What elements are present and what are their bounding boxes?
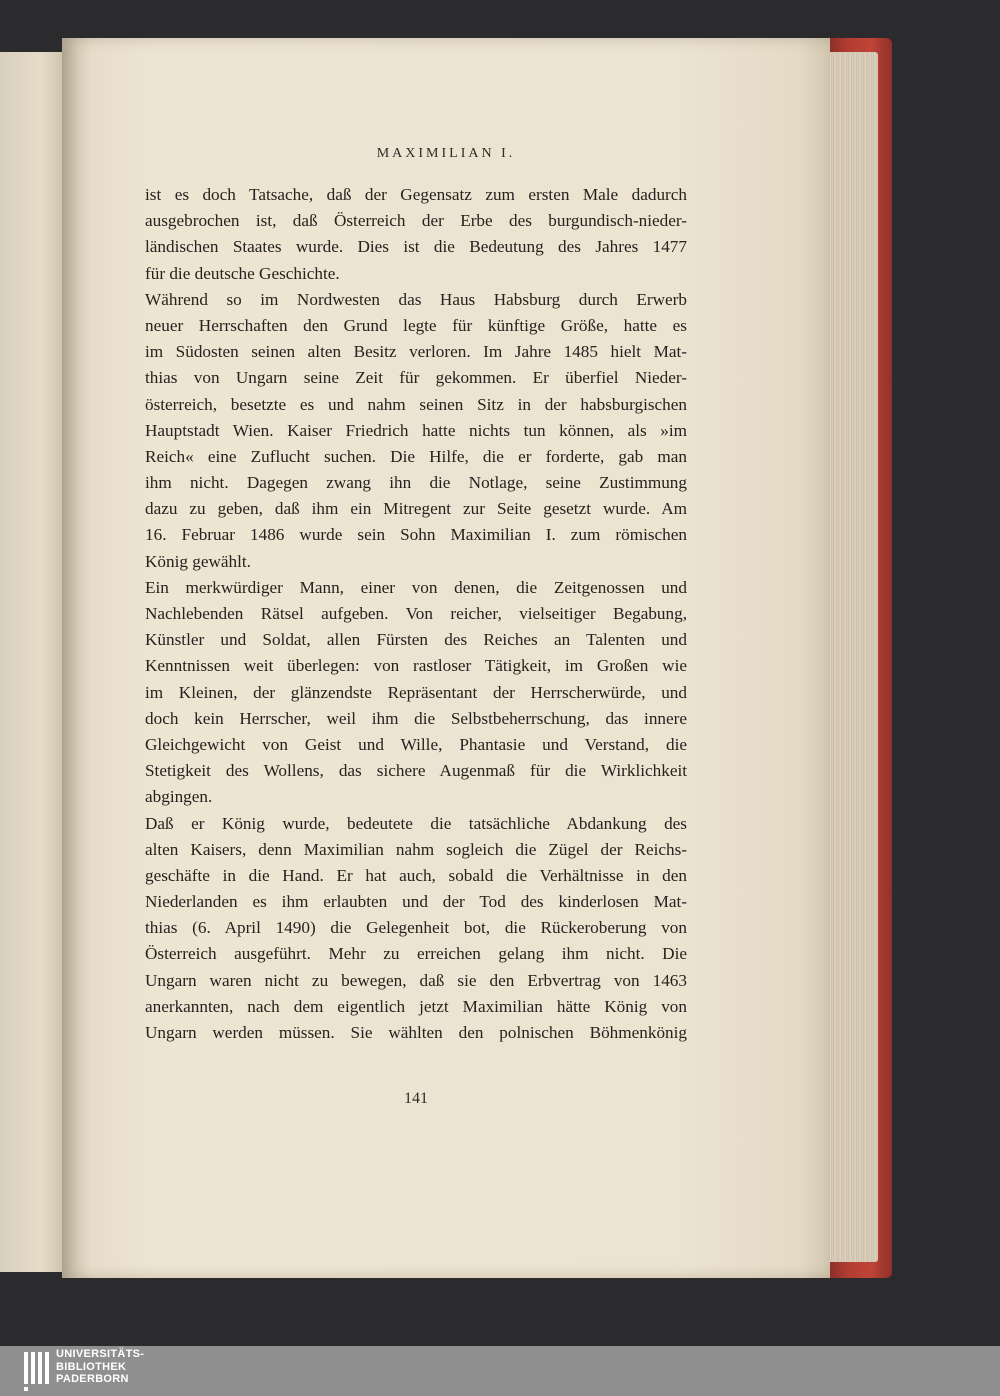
text-line: Ungarn werden müssen. Sie wählten den polnischen Böhmenkönig bbox=[145, 1023, 687, 1042]
text-line: abgingen. bbox=[145, 787, 213, 807]
running-head: MAXIMILIAN I. bbox=[376, 146, 516, 161]
text-line: thias (6. April 1490) die Gelegenheit bot, die Rückeroberung von bbox=[145, 918, 687, 938]
text-line: Künstler und Soldat, allen Fürsten des Reiches an Talenten und bbox=[145, 630, 687, 650]
text-line: Reich« eine Zuflucht suchen. Die Hilfe, die er forderte, gab man bbox=[145, 446, 687, 466]
text-line: Österreich ausgeführt. Mehr zu erreichen gelang ihm nicht. Die bbox=[145, 944, 687, 964]
text-line: im Kleinen, der glänzendste Repräsentant der Herrscherwürde, und bbox=[145, 682, 687, 702]
text-line: ländischen Staates wurde. Dies ist die Bedeutung des Jahres 1477 bbox=[145, 237, 687, 257]
body-text bbox=[145, 182, 687, 1046]
text-line: doch kein Herrscher, weil ihm die Selbstbeherrschung, das innere bbox=[145, 708, 687, 728]
text-line: Nachlebenden Rätsel aufgeben. Von reicher, vielseitiger Begabung, bbox=[145, 604, 687, 623]
library-logo-icon bbox=[24, 1350, 50, 1392]
text-line: ausgebrochen ist, daß Österreich der Erbe des burgundisch-nieder- bbox=[145, 211, 687, 231]
text-line: geschäfte in die Hand. Er hat auch, sobald die Verhältnisse in den bbox=[145, 865, 687, 885]
text-line: im Südosten seinen alten Besitz verloren. Im Jahre 1485 hielt Mat- bbox=[145, 342, 687, 362]
text-line: Ungarn waren nicht zu bewegen, daß sie den Erbvertrag von 1463 bbox=[145, 970, 687, 990]
text-line: alten Kaisers, denn Maximilian nahm sogleich die Zügel der Reichs- bbox=[145, 839, 687, 859]
text-line: dazu zu geben, daß ihm ein Mitregent zur Seite gesetzt wurde. Am bbox=[145, 499, 687, 519]
text-line: Hauptstadt Wien. Kaiser Friedrich hatte nichts tun können, als »im bbox=[145, 420, 687, 440]
text-line: Daß er König wurde, bedeutete die tatsächliche Abdankung des bbox=[145, 813, 687, 833]
text-line: ihm nicht. Dagegen zwang ihn die Notlage, seine Zustimmung bbox=[145, 473, 687, 493]
logo-line: BIBLIOTHEK bbox=[56, 1360, 127, 1373]
page-number: 141 bbox=[404, 1090, 428, 1107]
text-line: Ein merkwürdiger Mann, einer von denen, die Zeitgenossen und bbox=[145, 577, 687, 597]
page-edges bbox=[822, 52, 878, 1262]
text-line: anerkannten, nach dem eigentlich jetzt Maximilian hätte König von bbox=[145, 996, 687, 1016]
logo-line: UNIVERSITÄTS- bbox=[56, 1348, 145, 1360]
library-footer bbox=[0, 1346, 1000, 1396]
left-page bbox=[0, 52, 68, 1272]
text-line: Niederlanden es ihm erlaubten und der Tod des kinderlosen Mat- bbox=[145, 892, 687, 912]
text-line: österreich, besetzte es und nahm seinen Sitz in der habsburgischen bbox=[145, 394, 687, 414]
text-line: neuer Herrschaften den Grund legte für künftige Größe, hatte es bbox=[145, 315, 687, 335]
text-line: 16. Februar 1486 wurde sein Sohn Maximilian I. zum römischen bbox=[145, 525, 687, 545]
logo-line: PADERBORN bbox=[56, 1373, 129, 1385]
text-line: für die deutsche Geschichte. bbox=[145, 263, 340, 283]
text-line: Während so im Nordwesten das Haus Habsburg durch Erwerb bbox=[145, 289, 687, 309]
text-line: ist es doch Tatsache, daß der Gegensatz zum ersten Male dadurch bbox=[145, 185, 687, 204]
text-line: Stetigkeit des Wollens, das sichere Augenmaß für die Wirklichkeit bbox=[145, 761, 687, 781]
text-line: thias von Ungarn seine Zeit für gekommen. Er überfiel Nieder- bbox=[145, 368, 687, 388]
text-line: Gleichgewicht von Geist und Wille, Phantasie und Verstand, die bbox=[145, 734, 687, 754]
library-logo-text bbox=[56, 1348, 144, 1386]
text-line: König gewählt. bbox=[145, 551, 251, 571]
text-line: Kenntnissen weit überlegen: von rastloser Tätigkeit, im Großen wie bbox=[145, 656, 687, 676]
